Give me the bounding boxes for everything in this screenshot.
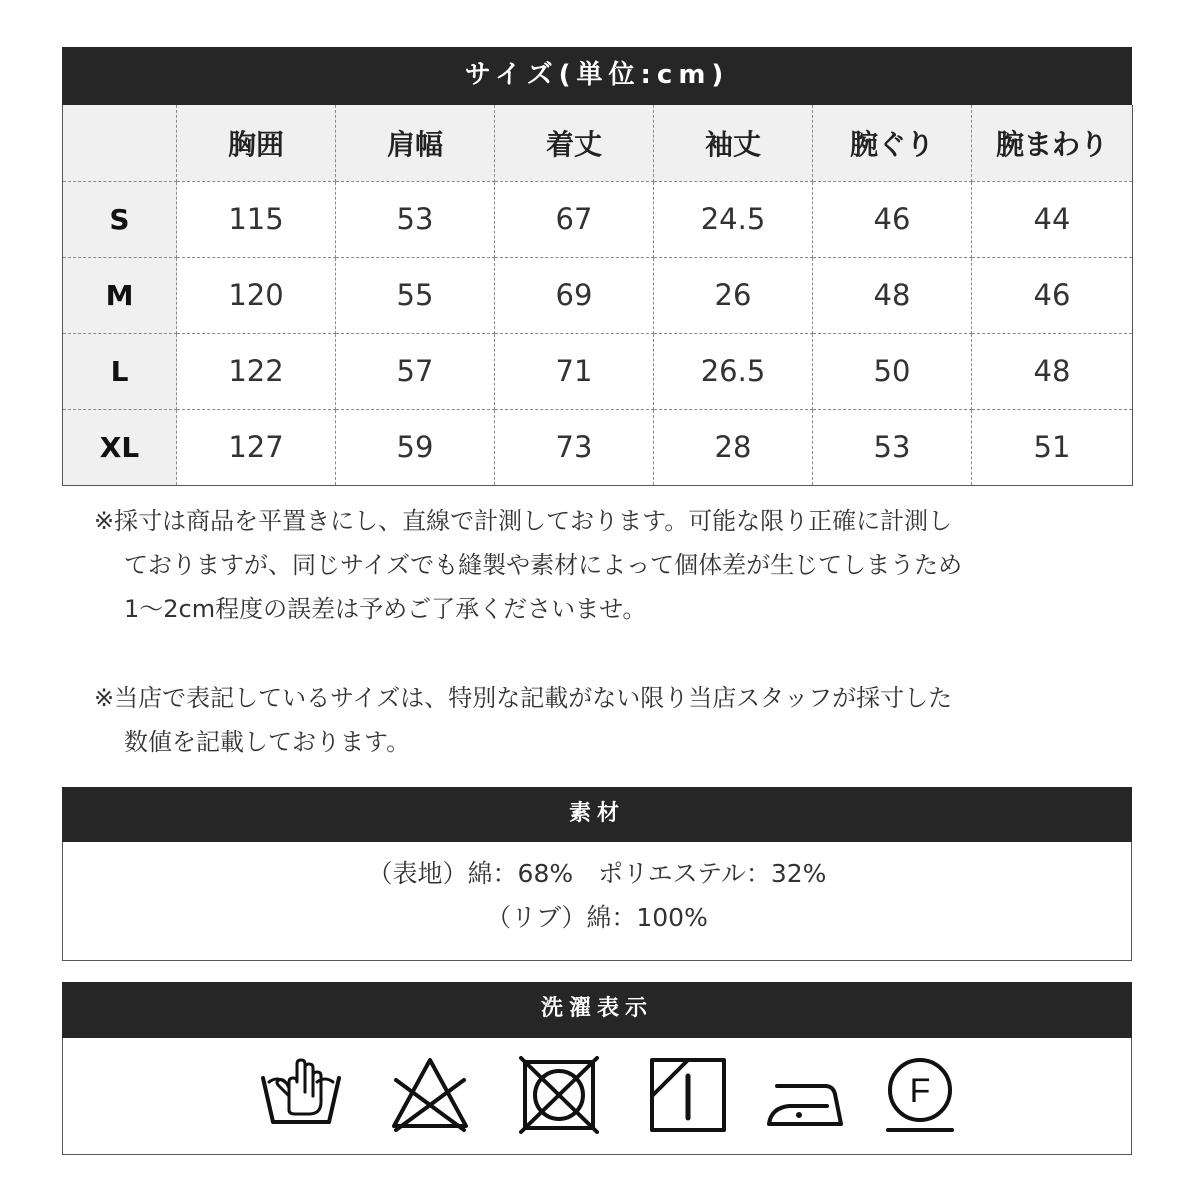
material-line: （表地）綿：68% ポリエステル：32% (367, 859, 827, 888)
table-cell: 53 (813, 409, 972, 485)
note-line: 1～2cm程度の誤差は予めご了承くださいませ。 (124, 595, 647, 623)
corner-cell (63, 105, 177, 181)
table-cell: 67 (495, 181, 654, 257)
column-header: 腕まわり (972, 105, 1133, 181)
table-cell: 127 (177, 409, 336, 485)
table-cell: 44 (972, 181, 1133, 257)
table-cell: 122 (177, 333, 336, 409)
dry-clean-f-icon (878, 1052, 962, 1136)
table-cell: 115 (177, 181, 336, 257)
size-title: サイズ(単位:cm) (62, 47, 1132, 105)
table-cell: 69 (495, 257, 654, 333)
note-line: ※採寸は商品を平置きにし、直線で計測しております。可能な限り正確に計測し (94, 507, 953, 535)
size-source-note (94, 676, 1104, 764)
note-line: 数値を記載しております。 (124, 728, 411, 756)
column-header: 袖丈 (654, 105, 813, 181)
table-cell: 73 (495, 409, 654, 485)
table-row (63, 257, 1133, 333)
note-line: ておりますが、同じサイズでも縫製や素材によって個体差が生じてしまうため (124, 551, 963, 579)
column-header: 肩幅 (336, 105, 495, 181)
table-row (63, 333, 1133, 409)
table-cell: 48 (813, 257, 972, 333)
table-cell: 26.5 (654, 333, 813, 409)
table-cell: 48 (972, 333, 1133, 409)
hand-wash-icon (259, 1052, 343, 1136)
size-label: L (63, 333, 177, 409)
table-cell: 120 (177, 257, 336, 333)
no-bleach-icon (388, 1052, 472, 1136)
care-title: 洗濯表示 (62, 982, 1132, 1038)
column-header: 腕ぐり (813, 105, 972, 181)
column-header: 着丈 (495, 105, 654, 181)
dry-clean-letter: F (909, 1072, 931, 1110)
size-label: XL (63, 409, 177, 485)
table-cell: 59 (336, 409, 495, 485)
table-cell: 26 (654, 257, 813, 333)
material-title: 素材 (62, 787, 1132, 842)
table-cell: 51 (972, 409, 1133, 485)
no-tumble-dry-icon (517, 1052, 601, 1136)
line-dry-icon (646, 1052, 730, 1136)
measurement-note (94, 499, 1104, 631)
note-line: ※当店で表記しているサイズは、特別な記載がない限り当店スタッフが採寸した (94, 684, 953, 712)
column-header: 胸囲 (177, 105, 336, 181)
table-cell: 50 (813, 333, 972, 409)
table-cell: 55 (336, 257, 495, 333)
table-row (63, 409, 1133, 485)
table-cell: 24.5 (654, 181, 813, 257)
table-cell: 28 (654, 409, 813, 485)
size-section (62, 47, 1132, 486)
iron-low-temp-icon (763, 1052, 847, 1136)
table-cell: 53 (336, 181, 495, 257)
size-table (62, 105, 1133, 486)
table-row (63, 181, 1133, 257)
size-label: M (63, 257, 177, 333)
care-icons-row (62, 1038, 1132, 1155)
material-body (62, 842, 1132, 961)
table-cell: 46 (972, 257, 1133, 333)
table-header-row (63, 105, 1133, 181)
material-line: （リブ）綿：100% (486, 903, 708, 932)
table-cell: 57 (336, 333, 495, 409)
table-cell: 71 (495, 333, 654, 409)
care-section (62, 982, 1132, 1155)
material-section (62, 787, 1132, 961)
size-label: S (63, 181, 177, 257)
table-cell: 46 (813, 181, 972, 257)
